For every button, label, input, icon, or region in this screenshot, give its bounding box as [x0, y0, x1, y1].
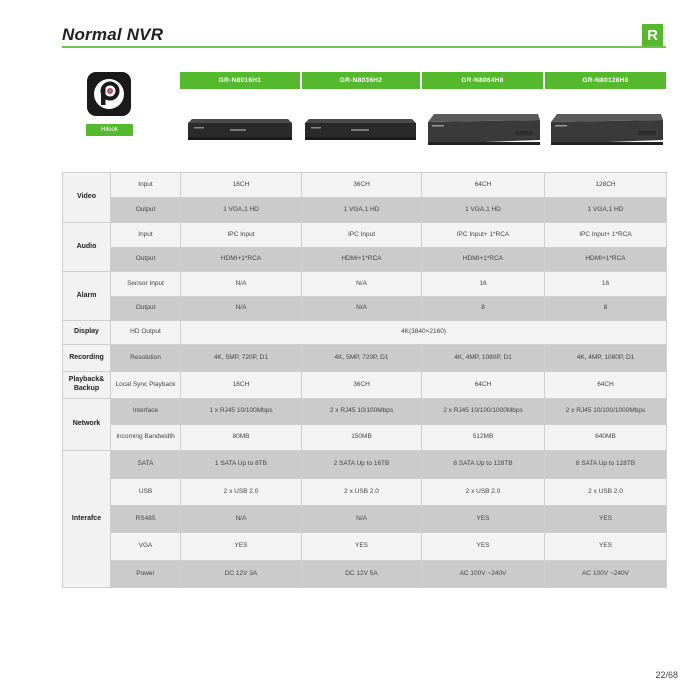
spec-category: Display	[63, 321, 111, 345]
spec-value: 8 SATA Up to 128TB	[545, 451, 667, 479]
spec-value: 64CH	[545, 372, 667, 399]
spec-value: 2 x USB 2.0	[545, 479, 667, 506]
spec-value: 16	[545, 272, 667, 297]
page-number: 22/68	[655, 670, 678, 680]
spec-value: 4K, 5MP, 720P, D1	[302, 345, 422, 372]
spec-value: IPC Input	[181, 223, 302, 248]
spec-value: 2 x USB 2.0	[422, 479, 545, 506]
spec-value: YES	[302, 533, 422, 561]
spec-value: YES	[545, 533, 667, 561]
model-header-1: GR-N8016H1	[180, 72, 300, 89]
spec-row	[63, 272, 667, 297]
spec-category: Playback& Backup	[63, 372, 111, 399]
spec-value: 16	[422, 272, 545, 297]
spec-subcategory: Input	[111, 223, 181, 248]
title-underline	[62, 46, 666, 48]
spec-value: 4K, 5MP, 720P, D1	[181, 345, 302, 372]
nvr-device-image-3	[424, 110, 542, 148]
spec-value: AC 100V ~240V	[545, 561, 667, 588]
model-header-3: GR-N8064H8	[422, 72, 543, 89]
spec-value: 4K(3840×2160)	[181, 321, 667, 345]
spec-subcategory: Power	[111, 561, 181, 588]
nvr-device-image-2	[303, 113, 418, 143]
spec-subcategory: Output	[111, 198, 181, 223]
spec-value: HDMI+1*RCA	[422, 248, 545, 272]
spec-value: 64CH	[422, 173, 545, 198]
spec-value: N/A	[302, 506, 422, 533]
spec-subcategory: Local Sync Playback	[111, 372, 181, 399]
spec-value: 8	[545, 297, 667, 321]
spec-value: IPC Input+ 1*RCA	[422, 223, 545, 248]
section-badge: R	[642, 24, 663, 46]
spec-value: YES	[545, 506, 667, 533]
spec-row	[63, 425, 667, 451]
spec-value: 1 VGA,1 HD	[181, 198, 302, 223]
spec-value: 4K, 4MP, 1080P, D1	[545, 345, 667, 372]
spec-value: N/A	[181, 297, 302, 321]
spec-value: 64CH	[422, 372, 545, 399]
spec-value: 150MB	[302, 425, 422, 451]
nvr-device-image-1	[186, 113, 294, 143]
spec-table	[62, 172, 667, 588]
spec-row	[63, 223, 667, 248]
spec-row	[63, 479, 667, 506]
spec-row	[63, 506, 667, 533]
spec-subcategory: VGA	[111, 533, 181, 561]
spec-value: 8 SATA Up to 128TB	[422, 451, 545, 479]
spec-category: Audio	[63, 223, 111, 272]
spec-value: 640MB	[545, 425, 667, 451]
spec-subcategory: Input	[111, 173, 181, 198]
spec-row	[63, 533, 667, 561]
spec-value: 4K, 4MP, 1080P, D1	[422, 345, 545, 372]
spec-value: N/A	[181, 272, 302, 297]
spec-category: Alarm	[63, 272, 111, 321]
spec-subcategory: USB	[111, 479, 181, 506]
spec-value: 128CH	[545, 173, 667, 198]
spec-value: 2 x USB 2.0	[181, 479, 302, 506]
spec-row	[63, 173, 667, 198]
spec-value: 2 x RJ45 10/100Mbps	[302, 399, 422, 425]
spec-row	[63, 451, 667, 479]
spec-row	[63, 345, 667, 372]
spec-value: AC 100V ~240V	[422, 561, 545, 588]
hilook-p-icon	[87, 72, 131, 116]
spec-value: IPC Input	[302, 223, 422, 248]
spec-value: 80MB	[181, 425, 302, 451]
spec-value: DC 12V 3A	[181, 561, 302, 588]
spec-row	[63, 321, 667, 345]
spec-subcategory: Sensor Input	[111, 272, 181, 297]
spec-subcategory: Incoming Bandwidth	[111, 425, 181, 451]
spec-row	[63, 198, 667, 223]
spec-row	[63, 561, 667, 588]
spec-value: YES	[422, 506, 545, 533]
spec-value: 2 x USB 2.0	[302, 479, 422, 506]
spec-value: 1 x RJ45 10/100Mbps	[181, 399, 302, 425]
spec-value: 16CH	[181, 173, 302, 198]
spec-value: 1 VGA,1 HD	[545, 198, 667, 223]
spec-value: 2 x RJ45 10/100/1000Mbps	[545, 399, 667, 425]
spec-value: YES	[422, 533, 545, 561]
spec-value: 1 VGA,1 HD	[302, 198, 422, 223]
spec-value: 8	[422, 297, 545, 321]
spec-value: N/A	[181, 506, 302, 533]
spec-value: 1 SATA Up to 8TB	[181, 451, 302, 479]
spec-category: Interafce	[63, 451, 111, 588]
spec-value: DC 12V 5A	[302, 561, 422, 588]
spec-value: HDMI+1*RCA	[302, 248, 422, 272]
spec-value: 36CH	[302, 372, 422, 399]
app-label: Hilook	[86, 124, 133, 136]
spec-subcategory: Resolution	[111, 345, 181, 372]
spec-value: HDMI+1*RCA	[181, 248, 302, 272]
spec-value: 2 SATA Up to 16TB	[302, 451, 422, 479]
spec-value: 36CH	[302, 173, 422, 198]
spec-value: YES	[181, 533, 302, 561]
spec-row	[63, 248, 667, 272]
nvr-device-image-4	[547, 110, 665, 148]
spec-subcategory: Output	[111, 248, 181, 272]
spec-value: HDMI+1*RCA	[545, 248, 667, 272]
spec-subcategory: RS485	[111, 506, 181, 533]
spec-category: Video	[63, 173, 111, 223]
spec-value: N/A	[302, 297, 422, 321]
spec-row	[63, 399, 667, 425]
spec-row	[63, 297, 667, 321]
spec-row	[63, 372, 667, 399]
spec-value: 2 x RJ45 10/100/1000Mbps	[422, 399, 545, 425]
page-title: Normal NVR	[62, 25, 164, 44]
model-header-2: GR-N8036H2	[302, 72, 420, 89]
spec-category: Network	[63, 399, 111, 451]
spec-value: 16CH	[181, 372, 302, 399]
spec-subcategory: Output	[111, 297, 181, 321]
spec-value: 512MB	[422, 425, 545, 451]
model-header-4: GR-N80128H8	[545, 72, 666, 89]
spec-category: Recording	[63, 345, 111, 372]
spec-value: N/A	[302, 272, 422, 297]
spec-value: IPC Input+ 1*RCA	[545, 223, 667, 248]
spec-value: 1 VGA,1 HD	[422, 198, 545, 223]
spec-subcategory: Interface	[111, 399, 181, 425]
spec-subcategory: SATA	[111, 451, 181, 479]
spec-subcategory: HD Output	[111, 321, 181, 345]
